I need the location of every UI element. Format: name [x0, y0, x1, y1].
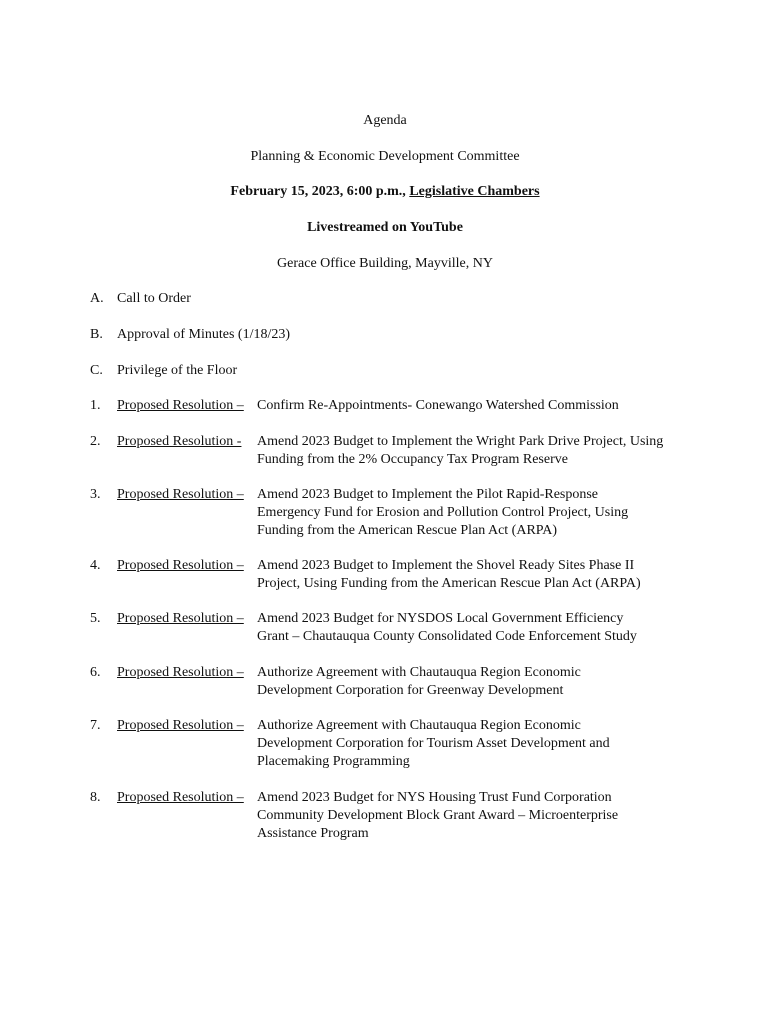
resolution-description: [257, 557, 697, 593]
item-marker: A.: [90, 291, 104, 306]
description-line: Amend 2023 Budget to Implement the Shovel Ready Sites Phase II: [257, 558, 635, 573]
resolution-lead: Proposed Resolution –: [117, 611, 244, 626]
resolution-number: 6.: [90, 665, 101, 680]
resolution-lead: Proposed Resolution –: [117, 665, 244, 680]
resolution-lead: Proposed Resolution -: [117, 434, 242, 449]
resolution-lead: Proposed Resolution –: [117, 398, 244, 413]
meeting-datetime: February 15, 2023, 6:00 p.m.,: [230, 184, 410, 199]
description-line: Development Corporation for Greenway Development: [257, 683, 564, 698]
description-line: Project, Using Funding from the American Rescue Plan Act (ARPA): [257, 576, 641, 591]
description-line: Grant – Chautauqua County Consolidated Code Enforcement Study: [257, 629, 637, 644]
item-text: Call to Order: [117, 291, 191, 306]
resolution-description: [257, 433, 697, 469]
item-marker: B.: [90, 327, 103, 342]
resolution-description: [257, 397, 697, 415]
resolution-description: [257, 486, 697, 540]
resolution-number: 8.: [90, 790, 101, 805]
meeting-location: Gerace Office Building, Mayville, NY: [277, 256, 493, 271]
meeting-venue: Legislative Chambers: [409, 184, 540, 199]
livestream-notice: Livestreamed on YouTube: [307, 220, 463, 235]
resolution-number: 5.: [90, 611, 101, 626]
resolution-description: [257, 789, 697, 843]
resolution-lead: Proposed Resolution –: [117, 558, 244, 573]
description-line: Authorize Agreement with Chautauqua Region Economic: [257, 718, 581, 733]
description-line: Amend 2023 Budget to Implement the Pilot Rapid-Response: [257, 487, 599, 502]
resolution-lead: Proposed Resolution –: [117, 790, 244, 805]
resolution-number: 7.: [90, 718, 101, 733]
resolution-description: [257, 610, 697, 646]
description-line: Amend 2023 Budget for NYS Housing Trust Fund Corporation: [257, 790, 612, 805]
agenda-item-c: [90, 362, 237, 380]
description-line: Placemaking Programming: [257, 754, 410, 769]
description-line: Funding from the American Rescue Plan Act (ARPA): [257, 523, 558, 538]
description-line: Development Corporation for Tourism Asset Development and: [257, 736, 610, 751]
agenda-item-a: [90, 290, 191, 308]
resolution-lead: Proposed Resolution –: [117, 718, 244, 733]
description-line: Amend 2023 Budget to Implement the Wright Park Drive Project, Using: [257, 434, 664, 449]
resolution-number: 3.: [90, 487, 101, 502]
meeting-datetime-line: [0, 183, 770, 201]
item-marker: C.: [90, 363, 103, 378]
description-line: Funding from the 2% Occupancy Tax Program Reserve: [257, 452, 568, 467]
description-line: Emergency Fund for Erosion and Pollution Control Project, Using: [257, 505, 629, 520]
agenda-title: Agenda: [363, 113, 407, 128]
item-text: Privilege of the Floor: [117, 363, 238, 378]
description-line: Authorize Agreement with Chautauqua Region Economic: [257, 665, 581, 680]
resolution-description: [257, 717, 697, 771]
resolution-number: 1.: [90, 398, 101, 413]
resolution-lead: Proposed Resolution –: [117, 487, 244, 502]
description-line: Confirm Re-Appointments- Conewango Watershed Commission: [257, 398, 619, 413]
item-text: Approval of Minutes (1/18/23): [117, 327, 291, 342]
agenda-item-b: [90, 326, 290, 344]
description-line: Community Development Block Grant Award – Microenterprise: [257, 808, 619, 823]
resolution-description: [257, 664, 697, 700]
resolution-number: 2.: [90, 434, 101, 449]
description-line: Assistance Program: [257, 826, 369, 841]
description-line: Amend 2023 Budget for NYSDOS Local Government Efficiency: [257, 611, 624, 626]
resolution-number: 4.: [90, 558, 101, 573]
committee-name: Planning & Economic Development Committee: [250, 149, 520, 164]
